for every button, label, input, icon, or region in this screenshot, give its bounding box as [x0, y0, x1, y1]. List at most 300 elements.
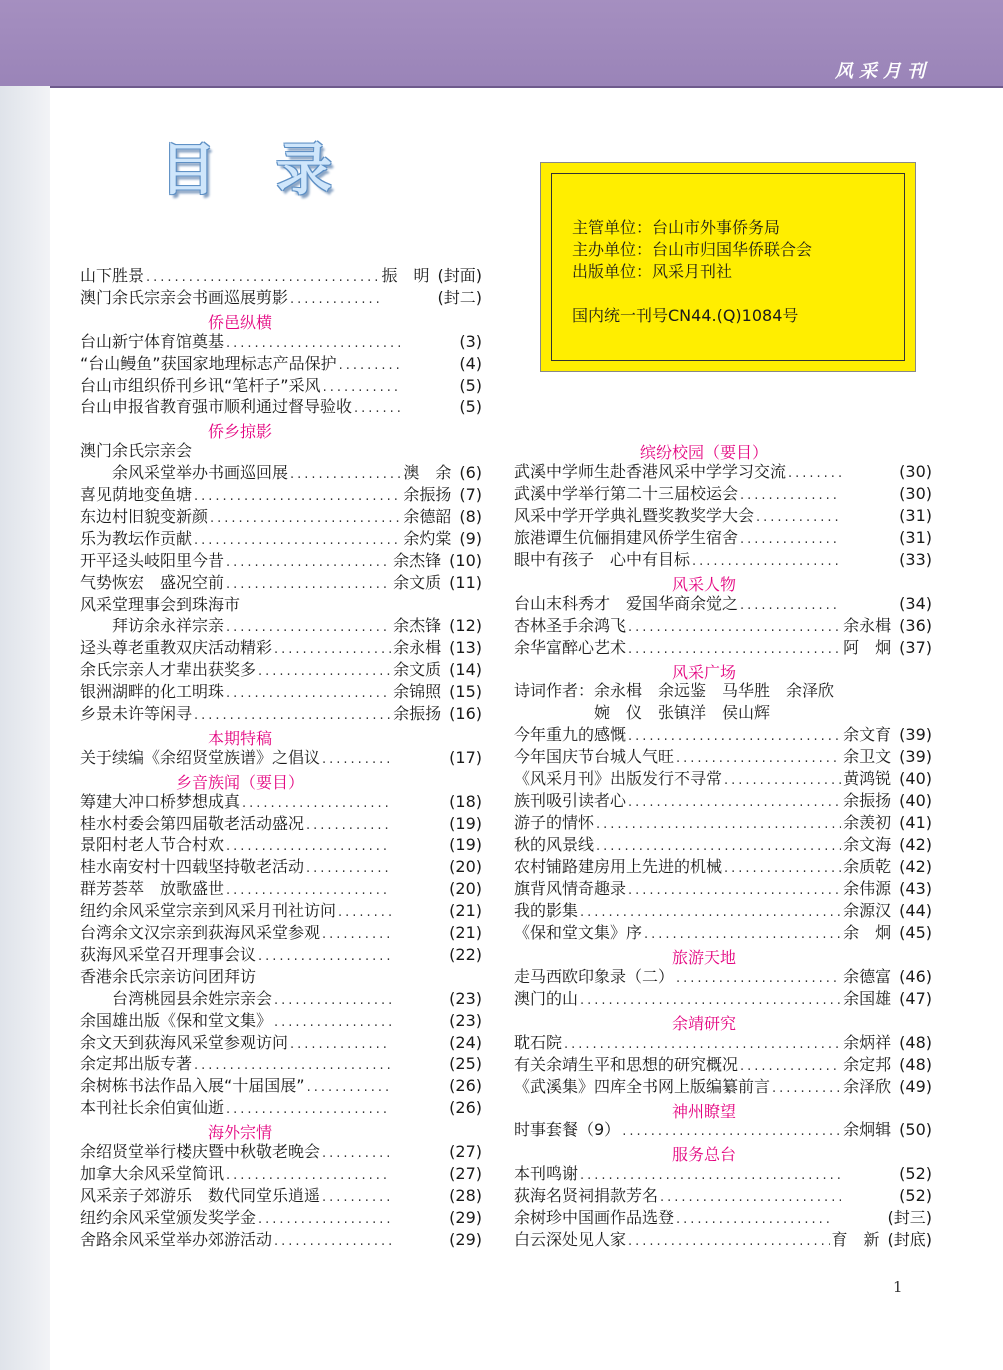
dot-leader — [226, 618, 391, 638]
entry-author: 余杰锋 — [393, 550, 442, 570]
toc-entry-heading: 诗词作者：余永楫 余远鉴 马华胜 余泽欣 — [514, 681, 835, 701]
entry-author: 振 明 — [381, 266, 430, 285]
entry-author: 余永楫 — [843, 615, 892, 635]
dot-leader — [692, 552, 841, 572]
toc-entry[interactable] — [514, 989, 932, 1009]
toc-entry[interactable] — [80, 551, 482, 571]
entry-title: 纽约余风采堂颁发奖学金 — [80, 1207, 257, 1227]
entry-page: (43) — [899, 879, 932, 898]
entry-page: (49) — [899, 1076, 932, 1096]
toc-entry[interactable] — [80, 792, 482, 812]
dot-leader — [290, 290, 379, 310]
toc-entry[interactable] — [80, 1076, 482, 1096]
entry-page: (封三) — [887, 1208, 932, 1228]
entry-title: 我的影集 — [514, 900, 579, 920]
toc-entry[interactable] — [514, 879, 932, 899]
toc-entry[interactable] — [514, 901, 932, 921]
toc-entry[interactable] — [80, 376, 482, 396]
dot-leader — [338, 903, 391, 923]
entry-page: (18) — [449, 791, 482, 811]
toc-entry-heading: 澳门余氏宗亲会 — [80, 441, 193, 461]
toc-entry[interactable] — [514, 528, 932, 548]
toc-entry[interactable] — [514, 1077, 932, 1097]
entry-page: (10) — [449, 550, 482, 570]
dot-leader — [354, 399, 401, 419]
entry-author: 余源汉 — [843, 900, 892, 920]
dot-leader — [307, 1078, 392, 1098]
entry-title: 荻海风采堂召开理事会议 — [80, 944, 257, 964]
toc-entry[interactable] — [80, 1230, 482, 1250]
toc-entry[interactable] — [514, 1033, 932, 1053]
dot-leader — [322, 1188, 391, 1208]
toc-entry[interactable] — [80, 1098, 482, 1118]
entry-page: (5) — [459, 375, 482, 395]
toc-entry[interactable] — [80, 1164, 482, 1184]
dot-leader — [274, 1232, 391, 1252]
dot-leader — [628, 618, 841, 638]
entry-title: 舍路余风采堂举办郊游活动 — [80, 1229, 273, 1249]
dot-leader — [580, 903, 841, 923]
dot-leader — [756, 508, 841, 528]
section-heading: 海外宗情 — [207, 1123, 273, 1143]
toc-entry[interactable] — [80, 1186, 482, 1206]
toc-entry[interactable] — [80, 573, 482, 593]
entry-author: 余炳祥 — [843, 1032, 892, 1052]
entry-page: (50) — [899, 1120, 932, 1140]
toc-entry[interactable] — [80, 354, 482, 374]
entry-author: 阿 炯 — [843, 637, 892, 657]
entry-author: 余锦照 — [393, 682, 442, 702]
dot-leader — [226, 1166, 391, 1186]
entry-author: 余卫文 — [843, 747, 892, 767]
section-heading: 风采人物 — [671, 574, 737, 594]
entry-page: (7) — [459, 485, 482, 504]
entry-page: (27) — [449, 1142, 482, 1161]
entry-title: 余树栋书法作品入展“十届国展” — [80, 1076, 305, 1096]
dot-leader — [226, 837, 391, 857]
dot-leader — [660, 1188, 841, 1208]
entry-page: (30) — [899, 461, 932, 481]
toc-entry[interactable] — [80, 507, 482, 527]
dot-leader — [628, 640, 841, 660]
toc-entry[interactable] — [80, 1142, 482, 1162]
header-bar — [0, 0, 1003, 88]
entry-title: 走马西欧印象录（二） — [514, 966, 675, 986]
entry-title: 余树珍中国画作品选登 — [514, 1208, 675, 1228]
entry-page: (5) — [459, 397, 482, 417]
entry-title: 纽约余风采堂宗亲到风采月刊社访问 — [80, 901, 337, 921]
entry-page: (28) — [449, 1185, 482, 1205]
toc-entry[interactable] — [80, 923, 482, 943]
dot-leader — [226, 553, 391, 573]
dot-leader — [322, 1144, 391, 1164]
entry-page: (15) — [449, 682, 482, 702]
dot-leader — [724, 859, 841, 879]
toc-entry[interactable] — [80, 1054, 482, 1074]
entry-title: 秋的风景线 — [514, 835, 595, 855]
dot-leader — [290, 1035, 391, 1055]
entry-author: 余永楫 — [393, 638, 442, 658]
entry-page: (19) — [449, 813, 482, 833]
entry-author: 育 新 — [831, 1230, 880, 1250]
entry-title: “台山鳗鱼”获国家地理标志产品保护 — [80, 353, 337, 373]
toc-entry[interactable] — [80, 835, 482, 855]
entry-title: 余氏宗亲人才辈出获奖多 — [80, 660, 257, 680]
entry-title: 余定邦出版专著 — [80, 1054, 193, 1074]
toc-entry-heading: 风采堂理事会到珠海市 — [80, 594, 241, 614]
section-heading: 神州瞭望 — [671, 1101, 737, 1121]
entry-title: 台山申报省教育强市顺利通过督导验收 — [80, 397, 353, 417]
dot-leader — [274, 640, 391, 660]
entry-title: 游子的情怀 — [514, 813, 595, 833]
entry-title: 农村铺路建房用上先进的机械 — [514, 857, 723, 877]
entry-page: (22) — [449, 944, 482, 964]
dot-leader — [628, 881, 841, 901]
entry-title: 乡景未许等闲寻 — [80, 704, 193, 723]
dot-leader — [226, 575, 391, 595]
toc-entry[interactable] — [80, 1011, 482, 1031]
toc-entry[interactable] — [80, 266, 482, 286]
section-heading: 本期特稿 — [207, 728, 273, 748]
toc-entry[interactable] — [80, 814, 482, 834]
entry-page: (40) — [899, 791, 932, 811]
dot-leader — [628, 1232, 829, 1252]
entry-author: 余文质 — [393, 660, 442, 680]
dot-leader — [788, 464, 841, 484]
dot-leader — [226, 881, 391, 901]
entry-title: 拜访余永祥宗亲 — [80, 616, 225, 636]
entry-title: 台湾桃园县余姓宗亲会 — [80, 988, 273, 1008]
entry-title: 耽石院 — [514, 1032, 563, 1052]
entry-page: (9) — [459, 528, 482, 548]
toc-entry[interactable] — [80, 397, 482, 417]
toc-entry[interactable] — [80, 638, 482, 658]
toc-entry-heading: 香港余氏宗亲访问团拜访 — [80, 966, 257, 986]
entry-title: 加拿大余风采堂简讯 — [80, 1163, 225, 1183]
entry-page: (24) — [449, 1032, 482, 1052]
entry-title: 眼中有孩子 心中有目标 — [514, 549, 691, 569]
toc-entry[interactable] — [514, 769, 932, 789]
entry-page: (23) — [449, 1010, 482, 1030]
entry-title: 《保和堂文集》序 — [514, 922, 643, 942]
toc-entry[interactable] — [514, 725, 932, 745]
entry-title: 风采亲子郊游乐 数代同堂乐逍遥 — [80, 1185, 321, 1205]
dot-leader — [226, 1100, 391, 1120]
dot-leader — [339, 356, 402, 376]
dot-leader — [580, 1166, 841, 1186]
entry-page: (47) — [899, 988, 932, 1008]
info-line-sponsor: 主办单位：台山市归国华侨联合会 — [572, 240, 813, 259]
entry-title: 余绍贤堂举行楼庆暨中秋敬老晚会 — [80, 1142, 321, 1161]
entry-title: 澳门的山 — [514, 988, 579, 1008]
entry-page: (34) — [899, 593, 932, 613]
entry-page: (41) — [899, 813, 932, 833]
toc-entry[interactable] — [514, 1120, 932, 1140]
dot-leader — [258, 1210, 391, 1230]
toc-entry[interactable] — [80, 682, 482, 702]
entry-author: 余伟源 — [843, 879, 892, 898]
entry-title: 山下胜景 — [80, 266, 145, 285]
entry-title: 族刊吸引读者心 — [514, 791, 627, 811]
entry-author: 黄鸿锐 — [843, 769, 892, 789]
entry-title: 喜见荫地变鱼塘 — [80, 485, 193, 504]
entry-page: (6) — [459, 463, 482, 483]
dot-leader — [242, 794, 391, 814]
entry-title: 余文天到荻海风采堂参观访问 — [80, 1032, 289, 1052]
entry-page: (39) — [899, 747, 932, 767]
entry-page: (46) — [899, 966, 932, 986]
entry-title: 桂水村委会第四届敬老活动盛况 — [80, 813, 305, 833]
toc-entry[interactable] — [80, 616, 482, 636]
dot-leader — [226, 334, 401, 354]
entry-title: 桂水南安村十四载坚持敬老活动 — [80, 857, 305, 877]
entry-page: (3) — [459, 331, 482, 351]
dot-leader — [596, 837, 841, 857]
entry-page: (33) — [899, 549, 932, 569]
toc-entry[interactable] — [514, 1230, 932, 1250]
toc-entry[interactable] — [514, 594, 932, 614]
toc-entry[interactable] — [514, 616, 932, 636]
toc-entry[interactable] — [80, 989, 482, 1009]
toc-entry[interactable] — [514, 1164, 932, 1184]
entry-author: 余振扬 — [403, 485, 452, 504]
info-line-publisher: 出版单位：风采月刊社 — [572, 262, 733, 281]
toc-entry[interactable] — [514, 857, 932, 877]
dot-leader — [622, 1122, 841, 1142]
entry-page: (8) — [459, 506, 482, 526]
entry-page: (封底) — [887, 1230, 932, 1250]
toc-entry[interactable] — [514, 967, 932, 987]
page-number: 1 — [893, 1278, 903, 1296]
toc-entry[interactable] — [514, 747, 932, 767]
entry-title: 今年国庆节台城人气旺 — [514, 747, 675, 767]
entry-title: 澳门余氏宗亲会书画巡展剪影 — [80, 287, 289, 307]
entry-title: 东边村旧貌变新颜 — [80, 506, 209, 526]
dot-leader — [194, 1056, 391, 1076]
section-heading: 侨乡掠影 — [207, 422, 273, 442]
entry-page: (20) — [449, 857, 482, 877]
entry-title: 台山末科秀才 爱国华商余觉之 — [514, 593, 739, 613]
entry-page: (12) — [449, 616, 482, 636]
entry-page: (48) — [899, 1054, 932, 1074]
entry-page: (16) — [449, 704, 482, 723]
magazine-name: 风采月刊 — [835, 61, 931, 82]
toc-entry[interactable] — [80, 945, 482, 965]
dot-leader — [740, 486, 841, 506]
entry-author: 余炯辑 — [843, 1120, 892, 1140]
toc-entry[interactable] — [514, 550, 932, 570]
toc-entry[interactable] — [80, 748, 482, 768]
entry-title: 余国雄出版《保和堂文集》 — [80, 1010, 273, 1030]
entry-page: (37) — [899, 637, 932, 657]
entry-title: 旗背风情奇趣录 — [514, 879, 627, 898]
toc-entry[interactable] — [80, 660, 482, 680]
entry-author: 余振扬 — [393, 704, 442, 723]
toc-entry[interactable] — [80, 857, 482, 877]
toc-entry[interactable] — [514, 462, 932, 482]
entry-page: (29) — [449, 1229, 482, 1249]
entry-title: 白云深处见人家 — [514, 1230, 627, 1250]
dot-leader — [676, 969, 841, 989]
entry-author: 余国雄 — [843, 988, 892, 1008]
section-heading: 旅游天地 — [671, 947, 737, 967]
entry-page: (封二) — [437, 287, 482, 307]
toc-entry[interactable] — [514, 1208, 932, 1228]
entry-author: 余杰锋 — [393, 616, 442, 636]
toc-entry[interactable] — [80, 879, 482, 899]
section-heading: 乡音族闻（要目） — [175, 772, 305, 792]
entry-page: (40) — [899, 769, 932, 789]
entry-page: (31) — [899, 527, 932, 547]
toc-entry[interactable] — [514, 835, 932, 855]
dot-leader — [628, 727, 841, 747]
entry-title: 今年重九的感慨 — [514, 725, 627, 745]
entry-page: (17) — [449, 747, 482, 767]
page-title: 目录 — [160, 138, 392, 203]
toc-entry[interactable] — [514, 923, 932, 943]
entry-title: 群芳荟萃 放歌盛世 — [80, 879, 225, 899]
toc-entry[interactable] — [80, 1208, 482, 1228]
dot-leader — [274, 991, 391, 1011]
toc-entry-heading: 婉 仪 张镇洋 侯山辉 — [514, 703, 771, 723]
toc-entry[interactable] — [80, 463, 482, 483]
entry-author: 余文质 — [393, 572, 442, 592]
dot-leader — [740, 596, 841, 616]
toc-entry[interactable] — [80, 288, 482, 308]
dot-leader — [596, 815, 841, 835]
entry-page: (30) — [899, 483, 932, 503]
entry-author: 余振扬 — [843, 791, 892, 811]
entry-author: 澳 余 — [403, 463, 452, 483]
side-stripe — [0, 86, 50, 1370]
entry-page: (52) — [899, 1186, 932, 1206]
entry-title: 武溪中学师生赴香港风采中学学习交流 — [514, 461, 787, 481]
entry-title: 时事套餐（9） — [514, 1120, 621, 1140]
entry-title: 本刊鸣谢 — [514, 1164, 579, 1184]
toc-entry[interactable] — [80, 901, 482, 921]
entry-page: (21) — [449, 901, 482, 921]
dot-leader — [274, 1013, 391, 1033]
toc-entry[interactable] — [514, 1186, 932, 1206]
entry-page: (42) — [899, 835, 932, 855]
dot-leader — [194, 487, 401, 507]
entry-page: (26) — [449, 1098, 482, 1118]
section-heading: 余靖研究 — [671, 1013, 737, 1033]
info-line-supervisor: 主管单位：台山市外事侨务局 — [572, 218, 781, 237]
entry-title: 台湾余文汉宗亲到荻海风采堂参观 — [80, 923, 321, 942]
entry-author: 余羡初 — [843, 813, 892, 833]
entry-title: 迳头尊老重教双庆活动精彩 — [80, 638, 273, 658]
entry-page: (36) — [899, 615, 932, 635]
entry-author: 余德韶 — [403, 506, 452, 526]
entry-title: 余风采堂举办书画巡回展 — [80, 463, 289, 483]
entry-title: 《武溪集》四库全书网上版编纂前言 — [514, 1076, 771, 1096]
toc-entry[interactable] — [80, 485, 482, 505]
toc-entry[interactable] — [514, 813, 932, 833]
entry-title: 杏林圣手余鸿飞 — [514, 615, 627, 635]
dot-leader — [194, 706, 391, 726]
entry-title: 本刊社长余伯寅仙逝 — [80, 1098, 225, 1118]
entry-title: 《风采月刊》出版发行不寻常 — [514, 769, 723, 789]
entry-title: 乐为教坛作贡献 — [80, 528, 193, 548]
entry-title: 气势恢宏 盛况空前 — [80, 572, 225, 592]
entry-title: 景阳村老人节合村欢 — [80, 835, 225, 855]
entry-page: (13) — [449, 638, 482, 658]
publication-info-box — [540, 162, 916, 372]
entry-author: 余灼棠 — [403, 528, 452, 548]
entry-page: (48) — [899, 1032, 932, 1052]
entry-title: 台山市组织侨刊乡讯“笔杆子”采风 — [80, 375, 321, 395]
entry-title: 开平迳头岐阳里今昔 — [80, 550, 225, 570]
dot-leader — [290, 465, 401, 485]
dot-leader — [740, 1057, 841, 1077]
entry-title: 武溪中学举行第二十三届校运会 — [514, 483, 739, 503]
entry-page: (25) — [449, 1054, 482, 1074]
section-heading: 风采广场 — [671, 662, 737, 682]
section-heading: 缤纷校园（要目） — [639, 443, 769, 462]
toc-entry[interactable] — [514, 1055, 932, 1075]
toc-entry[interactable] — [80, 1033, 482, 1053]
toc-entry[interactable] — [80, 704, 482, 724]
toc-entry[interactable] — [80, 529, 482, 549]
dot-leader — [724, 771, 841, 791]
entry-page: (26) — [449, 1076, 482, 1096]
entry-title: 旅港谭生伉俪捐建风侨学生宿舍 — [514, 527, 739, 547]
toc-entry[interactable] — [514, 638, 932, 658]
entry-page: (21) — [449, 923, 482, 942]
dot-leader — [258, 947, 391, 967]
entry-author: 余文育 — [843, 725, 892, 745]
entry-title: 筹建大冲口桥梦想成真 — [80, 791, 241, 811]
dot-leader — [676, 1210, 829, 1230]
entry-page: (11) — [449, 572, 482, 592]
entry-author: 余质乾 — [843, 857, 892, 877]
entry-title: 关于续编《余绍贤堂族谱》之倡议 — [80, 747, 321, 767]
entry-page: (31) — [899, 505, 932, 525]
dot-leader — [676, 749, 841, 769]
toc-entry[interactable] — [80, 332, 482, 352]
toc-entry[interactable] — [514, 791, 932, 811]
entry-title: 台山新宁体育馆奠基 — [80, 331, 225, 351]
toc-entry[interactable] — [514, 484, 932, 504]
entry-author: 余泽欣 — [843, 1076, 892, 1096]
entry-page: (42) — [899, 857, 932, 877]
dot-leader — [322, 750, 391, 770]
entry-page: (19) — [449, 835, 482, 855]
dot-leader — [580, 991, 841, 1011]
entry-title: 银洲湖畔的化工明珠 — [80, 682, 225, 702]
dot-leader — [146, 268, 379, 288]
info-line-serial-number: 国内统一刊号CN44.(Q)1084号 — [572, 306, 799, 325]
entry-page: (39) — [899, 725, 932, 745]
dot-leader — [306, 816, 391, 836]
dot-leader — [322, 925, 391, 945]
toc-entry[interactable] — [514, 506, 932, 526]
entry-page: (44) — [899, 900, 932, 920]
dot-leader — [644, 925, 841, 945]
dot-leader — [306, 859, 391, 879]
dot-leader — [628, 793, 841, 813]
dot-leader — [323, 378, 402, 398]
entry-author: 余定邦 — [843, 1054, 892, 1074]
entry-page: (23) — [449, 988, 482, 1008]
dot-leader — [564, 1035, 841, 1055]
entry-page: (27) — [449, 1163, 482, 1183]
entry-title: 有关余靖生平和思想的研究概况 — [514, 1054, 739, 1074]
section-heading: 服务总台 — [671, 1145, 737, 1165]
entry-page: (29) — [449, 1207, 482, 1227]
dot-leader — [210, 509, 401, 529]
